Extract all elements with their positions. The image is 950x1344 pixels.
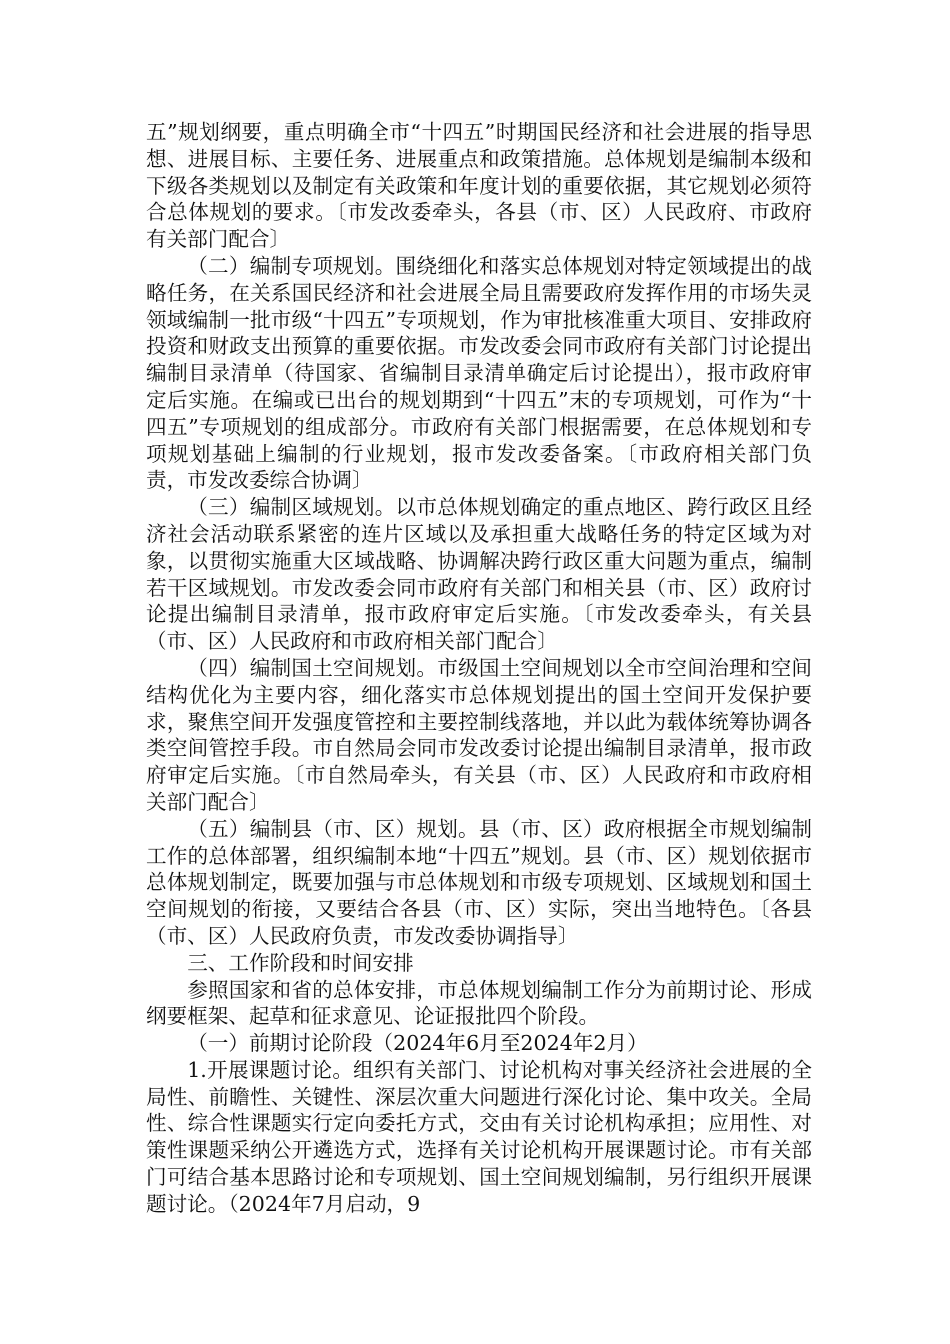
section-heading-work-stages: 三、工作阶段和时间安排 [187, 950, 414, 975]
paragraph-general-plan-continuation: 五”规划纲要，重点明确全市“十四五”时期国民经济和社会进展的指导思想、进展目标、主要任务、进展重点和政策措施。总体规划是编制本级和下级各类规划以及制定有关政策和年度计划的重要依据，其它规划必须符合总体规划的要求。〔市发改委牵头，各县（市、区）人民政府、市政府有关部门配合〕 [146, 120, 812, 252]
document-body [146, 119, 812, 1218]
paragraph-stages-overview: 参照国家和省的总体安排，市总体规划编制工作分为前期讨论、形成纲要框架、起草和征求意见、论证报批四个阶段。 [146, 977, 812, 1029]
paragraph-county-plans: （五）编制县（市、区）规划。县（市、区）政府根据全市规划编制工作的总体部署，组织编制本地“十四五”规划。县（市、区）规划依据市总体规划制定，既要加强与市总体规划和市级专项规划、区域规划和国土空间规划的衔接，又要结合各县（市、区）实际，突出当地特色。〔各县（市、区）人民政府负责，市发改委协调指导〕 [146, 816, 812, 948]
paragraph-regional-plans: （三）编制区域规划。以市总体规划确定的重点地区、跨行政区且经济社会活动联系紧密的连片区域以及承担重大战略任务的特定区域为对象，以贯彻实施重大区域战略、协调解决跨行政区重大问题为重点，编制若干区域规划。市发改委会同市政府有关部门和相关县（市、区）政府讨论提出编制目录清单，报市政府审定后实施。〔市发改委牵头，有关县（市、区）人民政府和市政府相关部门配合〕 [146, 495, 812, 654]
subheading-preliminary-stage: （一）前期讨论阶段（2024年6月至2024年2月） [187, 1031, 648, 1056]
paragraph-land-space-plans: （四）编制国土空间规划。市级国土空间规划以全市空间治理和空间结构优化为主要内容，细化落实市总体规划提出的国土空间开发保护要求，聚焦空间开发强度管控和主要控制线落地，并以此为载体统筹协调各类空间管控手段。市自然局会同市发改委讨论提出编制目录清单，报市政府审定后实施。〔市自然局牵头，有关县（市、区）人民政府和市政府相关部门配合〕 [146, 655, 812, 814]
paragraph-special-plans: （二）编制专项规划。围绕细化和落实总体规划对特定领域提出的战略任务，在关系国民经济和社会进展全局且需要政府发挥作用的市场失灵领域编制一批市级“十四五”专项规划，作为审批核准重大项目、安排政府投资和财政支出预算的重要依据。市发改委会同市政府有关部门讨论提出编制目录清单（待国家、省编制目录清单确定后讨论提出），报市政府审定后实施。在编或已出台的规划期到“十四五”末的专项规划，可作为“十四五”专项规划的组成部分。市政府有关部门根据需要，在总体规划和专项规划基础上编制的行业规划，报市发改委备案。〔市政府相关部门负责，市发改委综合协调〕 [146, 253, 812, 493]
paragraph-topic-research: 1.开展课题讨论。组织有关部门、讨论机构对事关经济社会进展的全局性、前瞻性、关键性、深层次重大问题进行深化讨论、集中攻关。全局性、综合性课题实行定向委托方式，交由有关讨论机构承担；应用性、对策性课题采纳公开遴选方式，选择有关讨论机构开展课题讨论。市有关部门可结合基本思路讨论和专项规划、国土空间规划编制，另行组织开展课题讨论。（2024年7月启动，9 [146, 1057, 812, 1216]
